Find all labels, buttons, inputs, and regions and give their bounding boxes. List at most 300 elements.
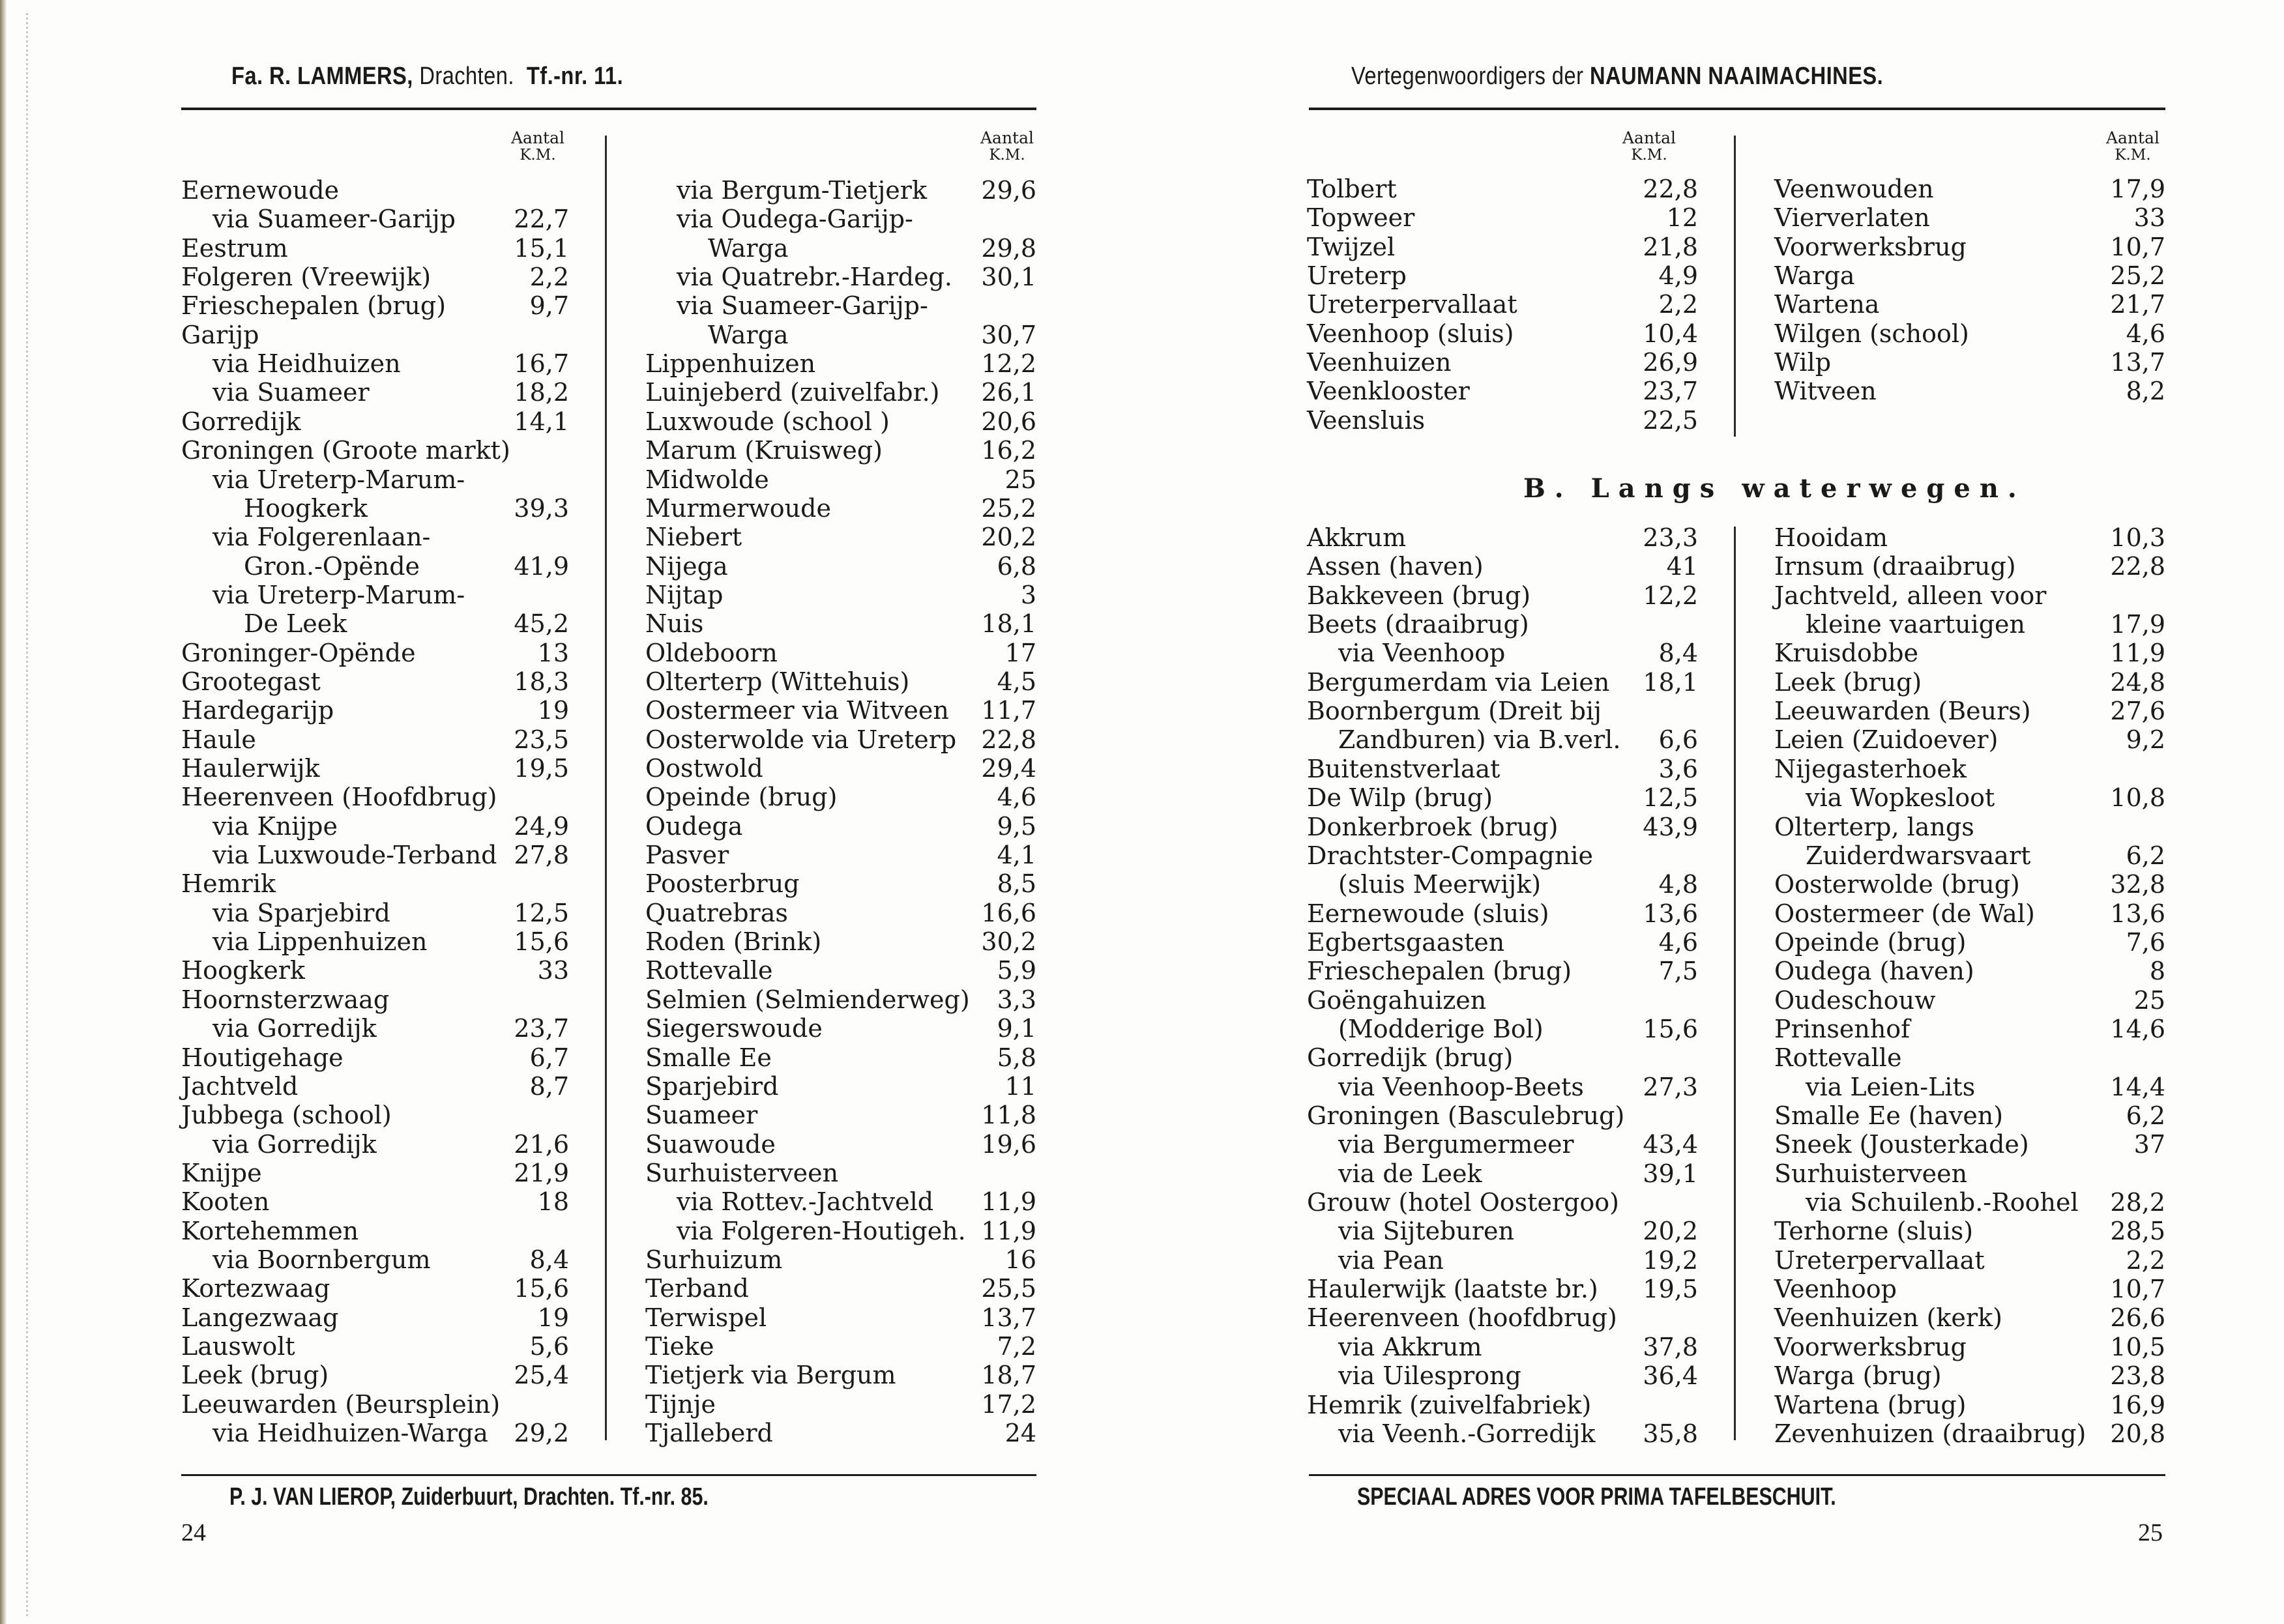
table-row bbox=[1307, 523, 1698, 552]
place-name: Leeuwarden (Beursplein) bbox=[181, 1389, 501, 1419]
place-name: via Bergumermeer bbox=[1338, 1130, 1574, 1159]
table-row bbox=[181, 1245, 569, 1274]
place-name: Oldeboorn bbox=[645, 638, 778, 667]
table-row bbox=[181, 321, 569, 349]
place-name: via Suameer-Garijp- bbox=[677, 291, 928, 321]
place-name: Drachtster-Compagnie bbox=[1307, 841, 1593, 870]
distance-km: 41,9 bbox=[514, 551, 569, 581]
table-row bbox=[645, 1043, 1036, 1072]
place-name: Buitenstverlaat bbox=[1307, 754, 1501, 783]
table-row bbox=[1774, 755, 2165, 783]
table-row bbox=[1307, 1015, 1698, 1043]
table-row bbox=[1774, 1130, 2165, 1159]
place-name: Selmien (Selmienderweg) bbox=[645, 985, 970, 1014]
table-row bbox=[181, 1361, 569, 1389]
distance-km: 4,8 bbox=[1658, 870, 1698, 899]
place-name: Tietjerk via Bergum bbox=[645, 1361, 896, 1390]
distance-km: 21,6 bbox=[514, 1129, 569, 1159]
distance-km: 19 bbox=[537, 1303, 569, 1332]
distance-km: 9,7 bbox=[529, 291, 569, 321]
running-head-left bbox=[231, 63, 623, 91]
firm-name: Fa. R. LAMMERS, bbox=[231, 63, 413, 90]
distance-km: 15,1 bbox=[514, 233, 569, 263]
place-name: Surhuisterveen bbox=[1774, 1159, 1968, 1188]
place-name: Warga (brug) bbox=[1774, 1361, 1942, 1391]
distance-km: 10,5 bbox=[2110, 1332, 2165, 1361]
place-name: via Veenh.-Gorredijk bbox=[1338, 1419, 1596, 1448]
place-name: via Sijteburen bbox=[1338, 1217, 1515, 1246]
table-row bbox=[645, 234, 1036, 263]
table-row bbox=[645, 1390, 1036, 1419]
place-name: Irnsum (draaibrug) bbox=[1774, 552, 2016, 581]
column-header-unit: K.M. bbox=[520, 147, 556, 164]
distance-km: 33 bbox=[537, 956, 569, 985]
place-name: De Wilp (brug) bbox=[1307, 783, 1493, 813]
distance-km: 10,7 bbox=[2110, 1275, 2165, 1304]
table-row bbox=[645, 465, 1036, 494]
distance-km: 23,7 bbox=[1643, 377, 1698, 406]
table-row bbox=[645, 552, 1036, 581]
place-name: Opeinde (brug) bbox=[1774, 927, 1967, 957]
table-row bbox=[1774, 175, 2165, 203]
place-name: via Suameer bbox=[212, 378, 370, 407]
distance-km: 25,5 bbox=[981, 1274, 1036, 1303]
place-name: Oudega (haven) bbox=[1774, 957, 1974, 986]
footer-rule bbox=[181, 1474, 1036, 1476]
distance-km: 11,9 bbox=[2110, 639, 2165, 668]
distance-km: 16,2 bbox=[981, 436, 1036, 465]
place-name: Prinsenhof bbox=[1774, 1014, 1911, 1043]
distance-km: 39,3 bbox=[514, 493, 569, 523]
table-row bbox=[1307, 725, 1698, 754]
place-name: Surhuisterveen bbox=[645, 1158, 839, 1187]
place-name: Witveen bbox=[1774, 377, 1877, 406]
table-row bbox=[1307, 377, 1698, 405]
table-row bbox=[181, 581, 569, 609]
table-row bbox=[645, 869, 1036, 898]
distance-km: 24,8 bbox=[2110, 667, 2165, 697]
table-row bbox=[645, 927, 1036, 956]
table-row bbox=[1774, 1246, 2165, 1275]
distance-km: 26,6 bbox=[2110, 1303, 2165, 1333]
place-name: Nijtap bbox=[645, 580, 724, 609]
place-name: Zuiderdwarsvaart bbox=[1806, 841, 2031, 870]
distance-km: 12,5 bbox=[1643, 783, 1698, 813]
table-row bbox=[181, 291, 569, 320]
table-row bbox=[1774, 581, 2165, 610]
distance-km: 18,1 bbox=[981, 609, 1036, 639]
distance-km: 13,6 bbox=[2110, 899, 2165, 928]
table-row bbox=[1307, 1217, 1698, 1245]
table-row bbox=[1774, 203, 2165, 232]
place-name: Eernewoude (sluis) bbox=[1307, 899, 1549, 928]
distance-km: 25 bbox=[2133, 985, 2165, 1015]
table-row bbox=[1774, 1333, 2165, 1361]
place-name: via Ureterp-Marum- bbox=[212, 580, 465, 609]
km-column-header bbox=[971, 129, 1043, 164]
place-name: Beets (draaibrug) bbox=[1307, 610, 1529, 639]
place-name: Rottevalle bbox=[1774, 1043, 1902, 1073]
place-name: Wilp bbox=[1774, 348, 1832, 377]
distance-km: 17,9 bbox=[2110, 175, 2165, 203]
place-name: Akkrum bbox=[1307, 523, 1407, 552]
column-divider-bottom bbox=[1734, 527, 1736, 1440]
table-row bbox=[645, 378, 1036, 407]
distance-km: 2,2 bbox=[529, 263, 569, 292]
table-row bbox=[1774, 1188, 2165, 1217]
place-name: Donkerbroek (brug) bbox=[1307, 812, 1559, 841]
place-name: via Luxwoude-Terband bbox=[212, 841, 497, 870]
distance-km: 28,5 bbox=[2110, 1217, 2165, 1246]
table-row bbox=[1307, 1303, 1698, 1332]
place-name: Tijnje bbox=[645, 1389, 716, 1419]
table-row bbox=[181, 494, 569, 523]
section-title-waterways: B. Langs waterwegen. bbox=[1523, 473, 2026, 504]
advertisement-footer: P. J. VAN LIEROP, Zuiderbuurt, Drachten. Tf.-nr. 85. bbox=[229, 1483, 709, 1511]
distance-km: 18,7 bbox=[981, 1361, 1036, 1390]
table-row bbox=[645, 783, 1036, 811]
distance-km: 17 bbox=[1004, 638, 1036, 667]
place-name: Haulerwijk bbox=[181, 754, 320, 783]
place-name: via Heidhuizen bbox=[212, 349, 401, 379]
place-name: Jachtveld, alleen voor bbox=[1774, 581, 2047, 610]
place-name: Hemrik bbox=[181, 869, 276, 899]
place-name: Suawoude bbox=[645, 1129, 776, 1159]
distance-km: 11,8 bbox=[981, 1101, 1036, 1130]
table-row bbox=[1774, 261, 2165, 290]
distance-km: 15,6 bbox=[514, 1274, 569, 1303]
table-row bbox=[1307, 1275, 1698, 1303]
distance-km: 10,7 bbox=[2110, 232, 2165, 261]
distance-km: 13 bbox=[537, 638, 569, 667]
place-name: Opeinde (brug) bbox=[645, 783, 838, 812]
table-row bbox=[181, 523, 569, 551]
table-row bbox=[1307, 639, 1698, 667]
place-name: Bakkeveen (brug) bbox=[1307, 581, 1531, 610]
place-name: Wartena bbox=[1774, 290, 1880, 319]
table-row bbox=[1307, 348, 1698, 377]
distance-km: 15,6 bbox=[1643, 1014, 1698, 1043]
place-name: Heerenveen (hoofdbrug) bbox=[1307, 1303, 1617, 1333]
place-name: Olterterp, langs bbox=[1774, 812, 1974, 841]
place-name: Marum (Kruisweg) bbox=[645, 436, 883, 465]
place-name: Jubbega (school) bbox=[181, 1101, 392, 1130]
place-name: via Quatrebr.-Hardeg. bbox=[677, 263, 952, 292]
distance-km: 9,5 bbox=[997, 811, 1036, 841]
table-row bbox=[645, 639, 1036, 667]
table-row bbox=[645, 725, 1036, 754]
place-name: via Knijpe bbox=[212, 811, 338, 841]
distance-km: 25,4 bbox=[514, 1361, 569, 1390]
distance-km: 12 bbox=[1666, 203, 1698, 233]
distance-km: 16,6 bbox=[981, 898, 1036, 927]
place-name: Oudeschouw bbox=[1774, 985, 1936, 1015]
place-name: Veenwouden bbox=[1774, 175, 1934, 203]
table-row bbox=[1307, 755, 1698, 783]
km-column-header bbox=[2097, 129, 2169, 164]
distance-km: 22,8 bbox=[1643, 175, 1698, 203]
firm-place: Drachten. bbox=[419, 63, 514, 90]
table-row bbox=[181, 234, 569, 263]
place-name: via de Leek bbox=[1338, 1159, 1482, 1188]
place-name: Tolbert bbox=[1307, 175, 1397, 203]
table-row bbox=[645, 494, 1036, 523]
distance-km: 19,5 bbox=[1643, 1275, 1698, 1304]
table-row bbox=[1307, 813, 1698, 841]
distance-km: 43,4 bbox=[1643, 1130, 1698, 1159]
table-row bbox=[645, 1014, 1036, 1043]
running-head-right bbox=[1351, 63, 1883, 91]
place-name: Smalle Ee bbox=[645, 1043, 772, 1072]
column-header-unit: K.M. bbox=[2115, 147, 2151, 164]
place-name: Zandburen) via B.verl. bbox=[1338, 725, 1621, 755]
table-row bbox=[181, 407, 569, 436]
place-name: Knijpe bbox=[181, 1158, 262, 1187]
table-row bbox=[645, 812, 1036, 841]
table-row bbox=[1307, 319, 1698, 348]
place-name: Oostermeer (de Wal) bbox=[1774, 899, 2035, 928]
place-name: Grootegast bbox=[181, 667, 321, 696]
table-row bbox=[181, 639, 569, 667]
distance-km: 7,6 bbox=[2126, 927, 2165, 957]
distance-km: 21,9 bbox=[514, 1158, 569, 1187]
table-row bbox=[181, 899, 569, 927]
distance-km: 22,7 bbox=[514, 205, 569, 234]
table-row bbox=[1774, 1419, 2165, 1448]
distance-km: 21,8 bbox=[1643, 232, 1698, 261]
column-divider-top bbox=[1734, 136, 1736, 437]
table-row bbox=[1307, 552, 1698, 581]
place-name: Hemrik (zuivelfabriek) bbox=[1307, 1390, 1592, 1419]
place-name: Warga bbox=[708, 320, 789, 349]
place-name: Groningen (Basculebrug) bbox=[1307, 1101, 1625, 1130]
distance-km: 29,6 bbox=[981, 176, 1036, 205]
advertisement-footer: SPECIAAL ADRES VOOR PRIMA TAFELBESCHUIT. bbox=[1357, 1483, 1836, 1511]
place-name: via Rottev.-Jachtveld bbox=[677, 1187, 934, 1217]
table-row bbox=[645, 667, 1036, 696]
place-name: Kortehemmen bbox=[181, 1216, 359, 1245]
place-name: Gorredijk bbox=[181, 407, 301, 436]
place-name: Warga bbox=[708, 233, 789, 263]
distance-km: 11,9 bbox=[981, 1187, 1036, 1217]
table-row bbox=[1774, 348, 2165, 377]
place-name: via Veenhoop bbox=[1338, 639, 1506, 668]
table-row bbox=[1774, 523, 2165, 552]
place-name: Groninger-Opënde bbox=[181, 638, 416, 667]
table-row bbox=[181, 812, 569, 841]
column-header-label: Aantal bbox=[2105, 128, 2160, 147]
distance-km: 24 bbox=[1004, 1419, 1036, 1448]
table-row bbox=[1774, 1303, 2165, 1332]
distance-km: 7,2 bbox=[997, 1332, 1036, 1361]
table-row bbox=[1774, 552, 2165, 581]
place-name: Leek (brug) bbox=[1774, 667, 1922, 697]
table-row bbox=[1307, 928, 1698, 957]
table-row bbox=[1774, 1275, 2165, 1303]
place-name: Kooten bbox=[181, 1187, 270, 1217]
table-row bbox=[181, 205, 569, 233]
table-row bbox=[1307, 1101, 1698, 1130]
table-row bbox=[181, 378, 569, 407]
distance-km: 4,6 bbox=[997, 783, 1036, 812]
table-row bbox=[1307, 1073, 1698, 1101]
distance-km: 26,9 bbox=[1643, 348, 1698, 377]
place-name: Nuis bbox=[645, 609, 704, 639]
table-row bbox=[645, 1303, 1036, 1332]
table-row bbox=[1774, 1159, 2165, 1188]
place-name: Oudega bbox=[645, 811, 743, 841]
place-name: Pasver bbox=[645, 841, 729, 870]
place-name: via Oudega-Garijp- bbox=[677, 205, 913, 234]
table-row bbox=[645, 1130, 1036, 1159]
distance-km: 27,8 bbox=[514, 841, 569, 870]
table-row bbox=[181, 349, 569, 378]
page-number: 24 bbox=[181, 1519, 206, 1546]
table-row bbox=[1774, 1101, 2165, 1130]
table-row bbox=[1774, 725, 2165, 754]
place-name: via Heidhuizen-Warga bbox=[212, 1419, 488, 1448]
table-row bbox=[181, 552, 569, 581]
place-name: Frieschepalen (brug) bbox=[1307, 957, 1572, 986]
table-row bbox=[645, 205, 1036, 233]
distance-km: 17,2 bbox=[981, 1389, 1036, 1419]
table-row bbox=[1774, 986, 2165, 1015]
distance-km: 37 bbox=[2133, 1130, 2165, 1159]
distance-km: 27,6 bbox=[2110, 697, 2165, 726]
place-name: Veensluis bbox=[1307, 405, 1426, 435]
distance-km: 5,8 bbox=[997, 1043, 1036, 1072]
table-row bbox=[181, 1274, 569, 1303]
distance-km: 23,3 bbox=[1643, 523, 1698, 552]
table-row bbox=[181, 1217, 569, 1245]
distance-km: 12,2 bbox=[1643, 581, 1698, 610]
place-name: Smalle Ee (haven) bbox=[1774, 1101, 2004, 1130]
table-row bbox=[1774, 377, 2165, 405]
table-row bbox=[181, 465, 569, 494]
table-row bbox=[1774, 928, 2165, 957]
table-row bbox=[1774, 610, 2165, 639]
table-row bbox=[181, 696, 569, 725]
distance-km: 45,2 bbox=[514, 609, 569, 639]
place-name: via Pean bbox=[1338, 1245, 1444, 1275]
distance-km: 28,2 bbox=[2110, 1188, 2165, 1217]
table-row bbox=[645, 1072, 1036, 1101]
place-name: via Folgerenlaan- bbox=[212, 523, 431, 552]
place-name: Sparjebird bbox=[645, 1071, 779, 1101]
place-name: via Akkrum bbox=[1338, 1332, 1482, 1361]
place-name: Leeuwarden (Beurs) bbox=[1774, 697, 2031, 726]
distance-km: 20,8 bbox=[2110, 1419, 2165, 1448]
place-name: Lauswolt bbox=[181, 1332, 295, 1361]
distance-km: 14,1 bbox=[514, 407, 569, 436]
place-name: Veenhuizen (kerk) bbox=[1774, 1303, 2002, 1333]
place-name: via Lippenhuizen bbox=[212, 927, 428, 957]
distance-km: 4,6 bbox=[1658, 927, 1698, 957]
table-row bbox=[645, 263, 1036, 291]
table-row bbox=[1307, 1130, 1698, 1159]
place-name: Voorwerksbrug bbox=[1774, 232, 1967, 261]
table-row bbox=[1774, 639, 2165, 667]
distance-km: 8 bbox=[2149, 957, 2165, 986]
table-row bbox=[1774, 870, 2165, 899]
column-header-unit: K.M. bbox=[1631, 147, 1667, 164]
distance-km: 18,1 bbox=[1643, 667, 1698, 697]
table-row bbox=[1307, 957, 1698, 985]
place-name: Ureterp bbox=[1307, 261, 1407, 291]
distance-km: 15,6 bbox=[514, 927, 569, 957]
place-name: Quatrebras bbox=[645, 898, 788, 927]
distance-km: 24,9 bbox=[514, 811, 569, 841]
place-name: Hoogkerk bbox=[181, 956, 305, 985]
distance-km: 16 bbox=[1004, 1245, 1036, 1274]
firm-phone: Tf.-nr. 11. bbox=[526, 63, 624, 90]
table-row bbox=[1307, 233, 1698, 261]
place-name: Olterterp (Wittehuis) bbox=[645, 667, 910, 696]
place-name: Eestrum bbox=[181, 233, 288, 263]
table-row bbox=[645, 523, 1036, 551]
place-name: Hoogkerk bbox=[244, 493, 368, 523]
table-row bbox=[181, 667, 569, 696]
distance-km: 22,8 bbox=[2110, 552, 2165, 581]
distance-km: 20,2 bbox=[981, 523, 1036, 552]
distance-km: 4,5 bbox=[997, 667, 1036, 696]
place-name: Roden (Brink) bbox=[645, 927, 822, 957]
place-name: Luxwoude (school ) bbox=[645, 407, 890, 436]
distance-km: 6,6 bbox=[1658, 725, 1698, 755]
table-row bbox=[1774, 783, 2165, 812]
table-row bbox=[1307, 899, 1698, 928]
table-row bbox=[181, 1101, 569, 1129]
distance-km: 7,5 bbox=[1658, 957, 1698, 986]
table-row bbox=[1774, 290, 2165, 319]
table-row bbox=[645, 1332, 1036, 1361]
column-divider bbox=[605, 136, 607, 1440]
place-name: De Leek bbox=[244, 609, 347, 639]
place-name: via Schuilenb.-Roohel bbox=[1806, 1188, 2079, 1217]
place-name: Egbertsgaasten bbox=[1307, 927, 1505, 957]
place-name: via Bergum-Tietjerk bbox=[677, 176, 927, 205]
place-name: via Suameer-Garijp bbox=[212, 205, 456, 234]
place-name: Bergumerdam via Leien bbox=[1307, 667, 1610, 697]
place-name: Midwolde bbox=[645, 465, 769, 494]
table-row bbox=[1307, 697, 1698, 725]
distance-km: 3 bbox=[1020, 580, 1036, 609]
place-name: Terband bbox=[645, 1274, 749, 1303]
table-row bbox=[1307, 986, 1698, 1015]
place-name: via Uilesprong bbox=[1338, 1361, 1521, 1391]
distance-km: 3,6 bbox=[1658, 754, 1698, 783]
distance-km: 10,4 bbox=[1643, 319, 1698, 348]
place-name: Frieschepalen (brug) bbox=[181, 291, 447, 321]
table-row bbox=[181, 985, 569, 1014]
distance-km: 29,2 bbox=[514, 1419, 569, 1448]
distance-km: 22,5 bbox=[1643, 405, 1698, 435]
distance-km: 22,8 bbox=[981, 725, 1036, 754]
distance-km: 25,2 bbox=[2110, 261, 2165, 291]
place-name: Oosterwolde (brug) bbox=[1774, 870, 2020, 899]
distance-km: 43,9 bbox=[1643, 812, 1698, 841]
distance-km: 12,2 bbox=[981, 349, 1036, 379]
distance-km: 9,1 bbox=[997, 1014, 1036, 1043]
table-row bbox=[645, 696, 1036, 725]
table-row bbox=[181, 869, 569, 898]
table-row bbox=[1307, 1391, 1698, 1419]
table-row bbox=[645, 407, 1036, 436]
table-row bbox=[645, 1101, 1036, 1129]
distance-km: 41 bbox=[1666, 552, 1698, 581]
table-row bbox=[1307, 1188, 1698, 1217]
distance-km: 6,7 bbox=[529, 1043, 569, 1072]
